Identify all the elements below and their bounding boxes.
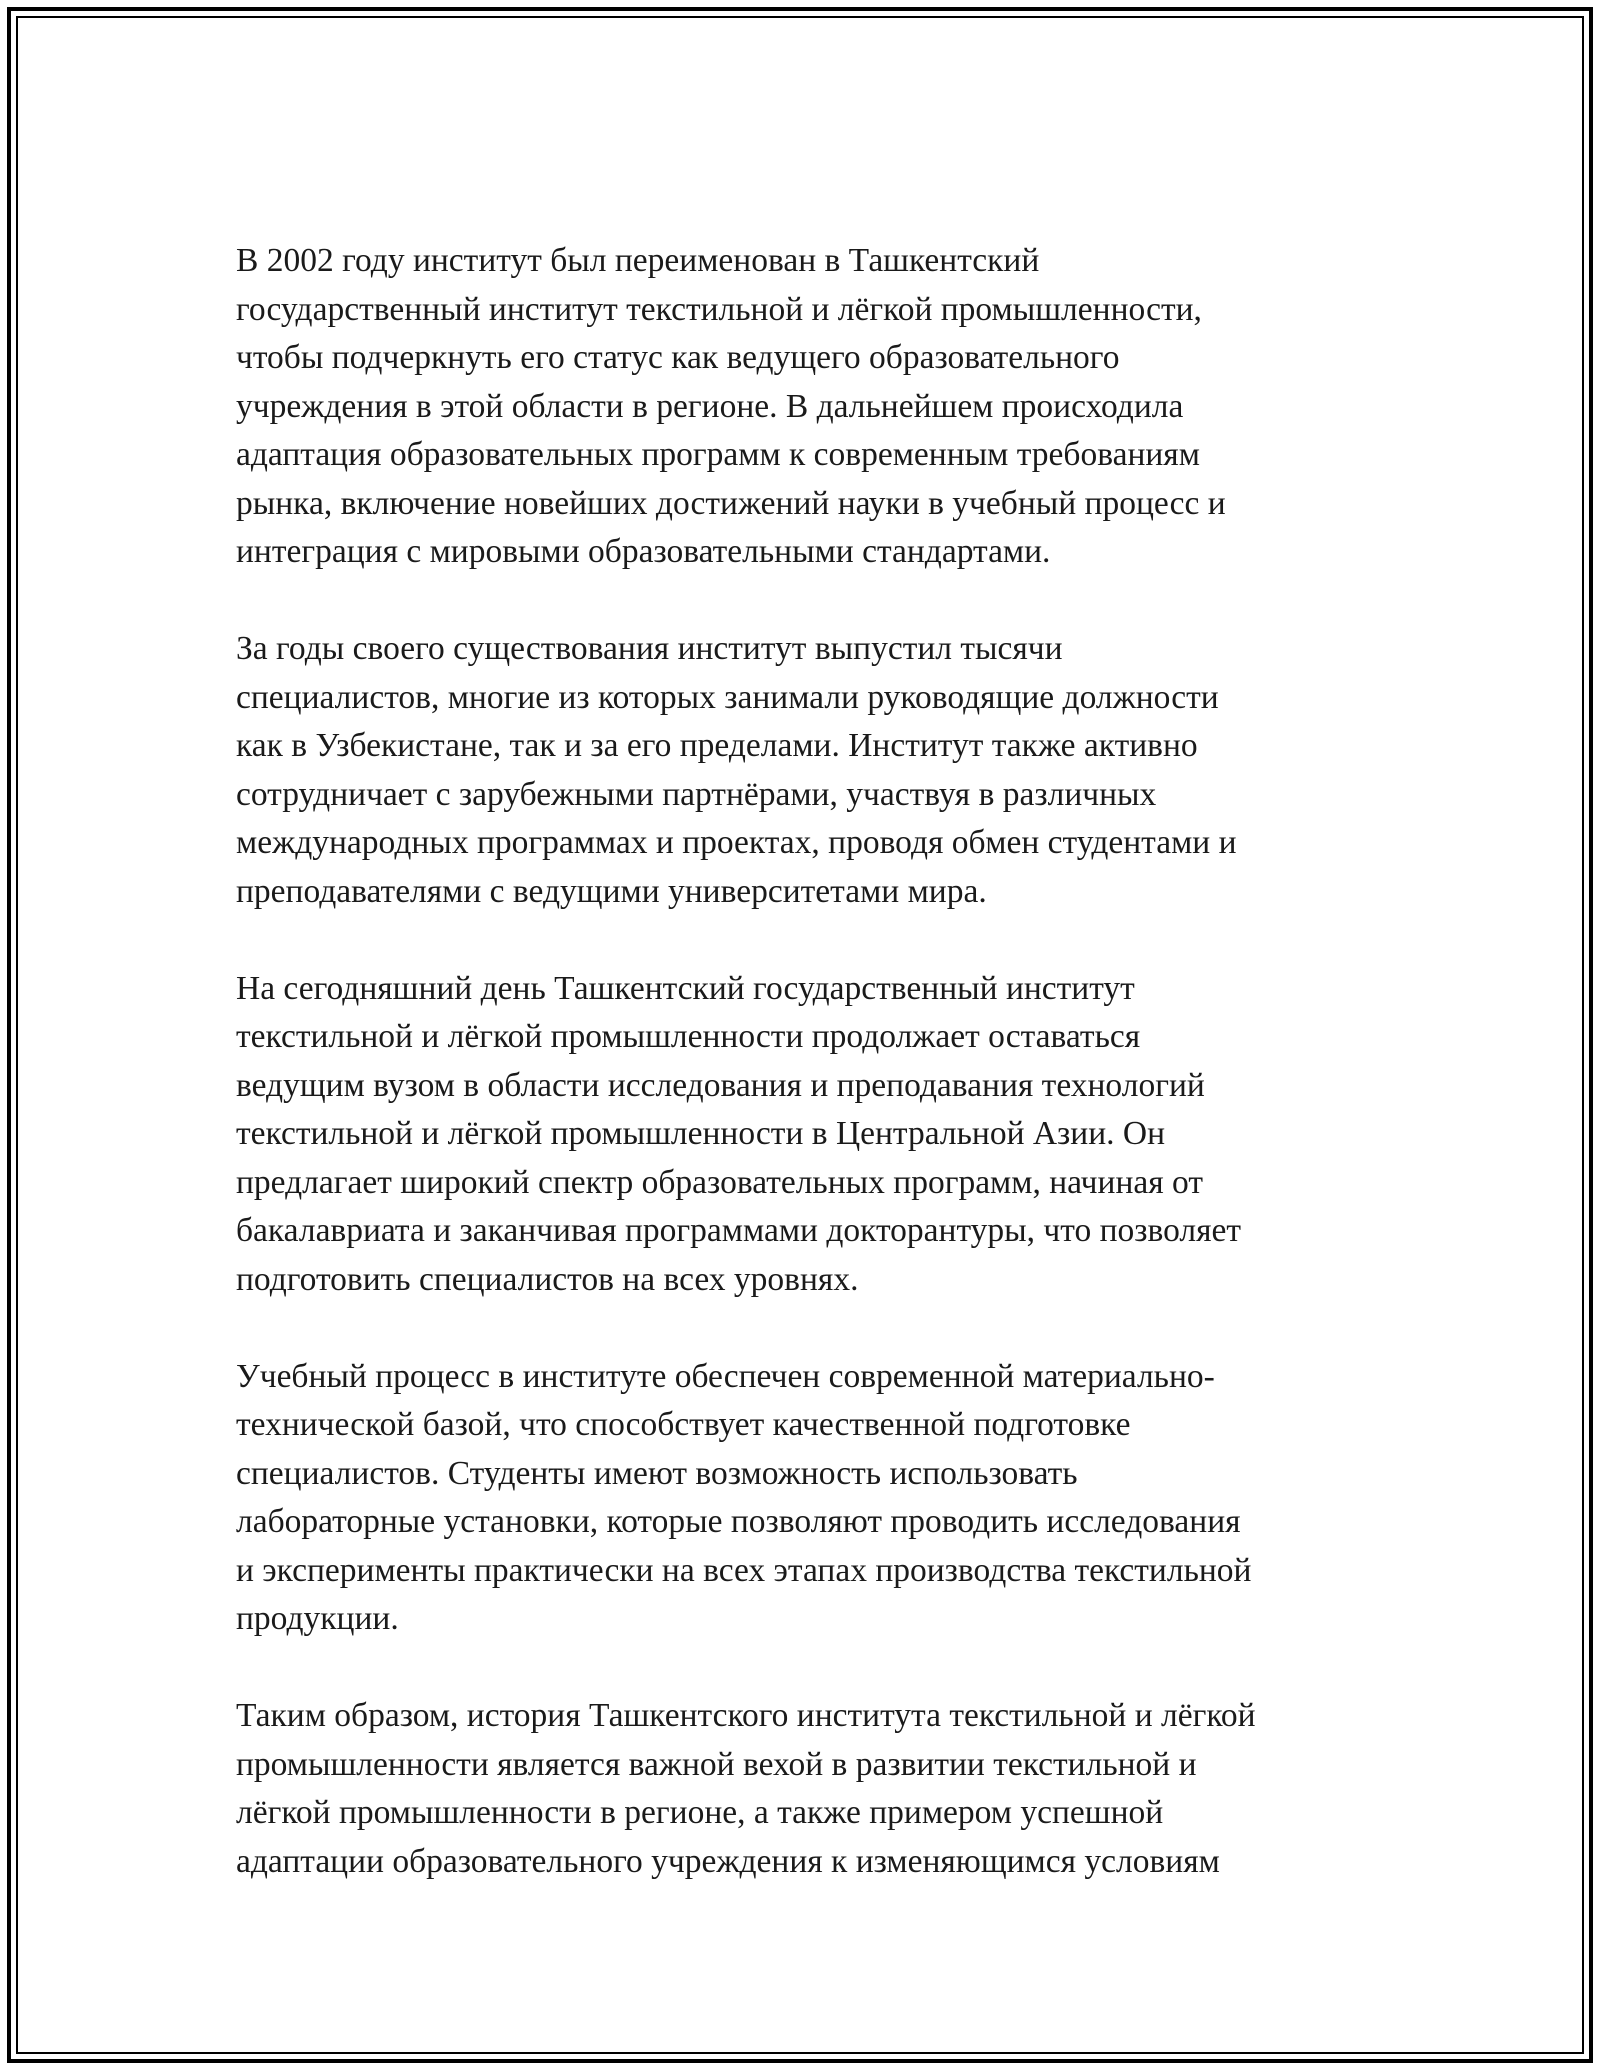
text-line: технической базой, что способствует качественной подготовке xyxy=(236,1406,1131,1443)
text-line: рынка, включение новейших достижений науки в учебный процесс и xyxy=(236,484,1226,522)
paragraph-graduates xyxy=(236,625,1366,916)
text-line: ведущим вузом в области исследования и преподавания технологий xyxy=(236,1066,1205,1104)
text-line: продукции. xyxy=(236,1600,399,1637)
text-line: предлагает широкий спектр образовательных программ, начиная от xyxy=(236,1163,1203,1201)
text-line: На сегодняшний день Ташкентский государственный институт xyxy=(236,969,1135,1007)
document-body xyxy=(236,237,1366,1935)
text-line: и эксперименты практически на всех этапах производства текстильной xyxy=(236,1551,1252,1589)
text-line: преподавателями с ведущими университетами мира. xyxy=(236,872,987,910)
text-line: специалистов, многие из которых занимали руководящие должности xyxy=(236,678,1219,716)
text-line: сотрудничает с зарубежными партнёрами, участвуя в различных xyxy=(236,775,1157,813)
text-line: специалистов. Студенты имеют возможность использовать xyxy=(236,1454,1078,1492)
text-line: международных программах и проектах, проводя обмен студентами и xyxy=(236,824,1237,861)
paragraph-learning-process xyxy=(236,1353,1366,1644)
text-line: подготовить специалистов на всех уровнях. xyxy=(236,1260,859,1298)
text-line: адаптации образовательного учреждения к изменяющимся условиям xyxy=(236,1842,1220,1880)
text-line: текстильной и лёгкой промышленности в Центральной Азии. Он xyxy=(236,1115,1166,1152)
paragraph-today xyxy=(236,965,1366,1305)
text-line: как в Узбекистане, так и за его пределами. Институт также активно xyxy=(236,727,1198,764)
text-line: учреждения в этой области в регионе. В дальнейшем происходила xyxy=(236,387,1184,425)
text-line: лабораторные установки, которые позволяют проводить исследования xyxy=(236,1503,1241,1540)
text-line: промышленности является важной вехой в развитии текстильной и xyxy=(236,1745,1197,1783)
text-line: За годы своего существования институт выпустил тысячи xyxy=(236,630,1063,667)
text-line: интеграция с мировыми образовательными стандартами. xyxy=(236,533,1051,570)
text-line: В 2002 году институт был переименован в Ташкентский xyxy=(236,242,1040,279)
text-line: бакалавриата и заканчивая программами докторантуры, что позволяет xyxy=(236,1212,1242,1249)
text-line: лёгкой промышленности в регионе, а также примером успешной xyxy=(236,1794,1164,1831)
text-line: Учебный процесс в институте обеспечен современной материально- xyxy=(236,1357,1215,1395)
text-line: адаптация образовательных программ к современным требованиям xyxy=(236,436,1200,473)
paragraph-conclusion xyxy=(236,1692,1366,1886)
text-line: текстильной и лёгкой промышленности продолжает оставаться xyxy=(236,1018,1141,1055)
paragraph-renaming-2002 xyxy=(236,237,1366,577)
text-line: государственный институт текстильной и лёгкой промышленности, xyxy=(236,290,1202,328)
text-line: чтобы подчеркнуть его статус как ведущего образовательного xyxy=(236,339,1120,376)
text-line: Таким образом, история Ташкентского института текстильной и лёгкой xyxy=(236,1697,1256,1734)
